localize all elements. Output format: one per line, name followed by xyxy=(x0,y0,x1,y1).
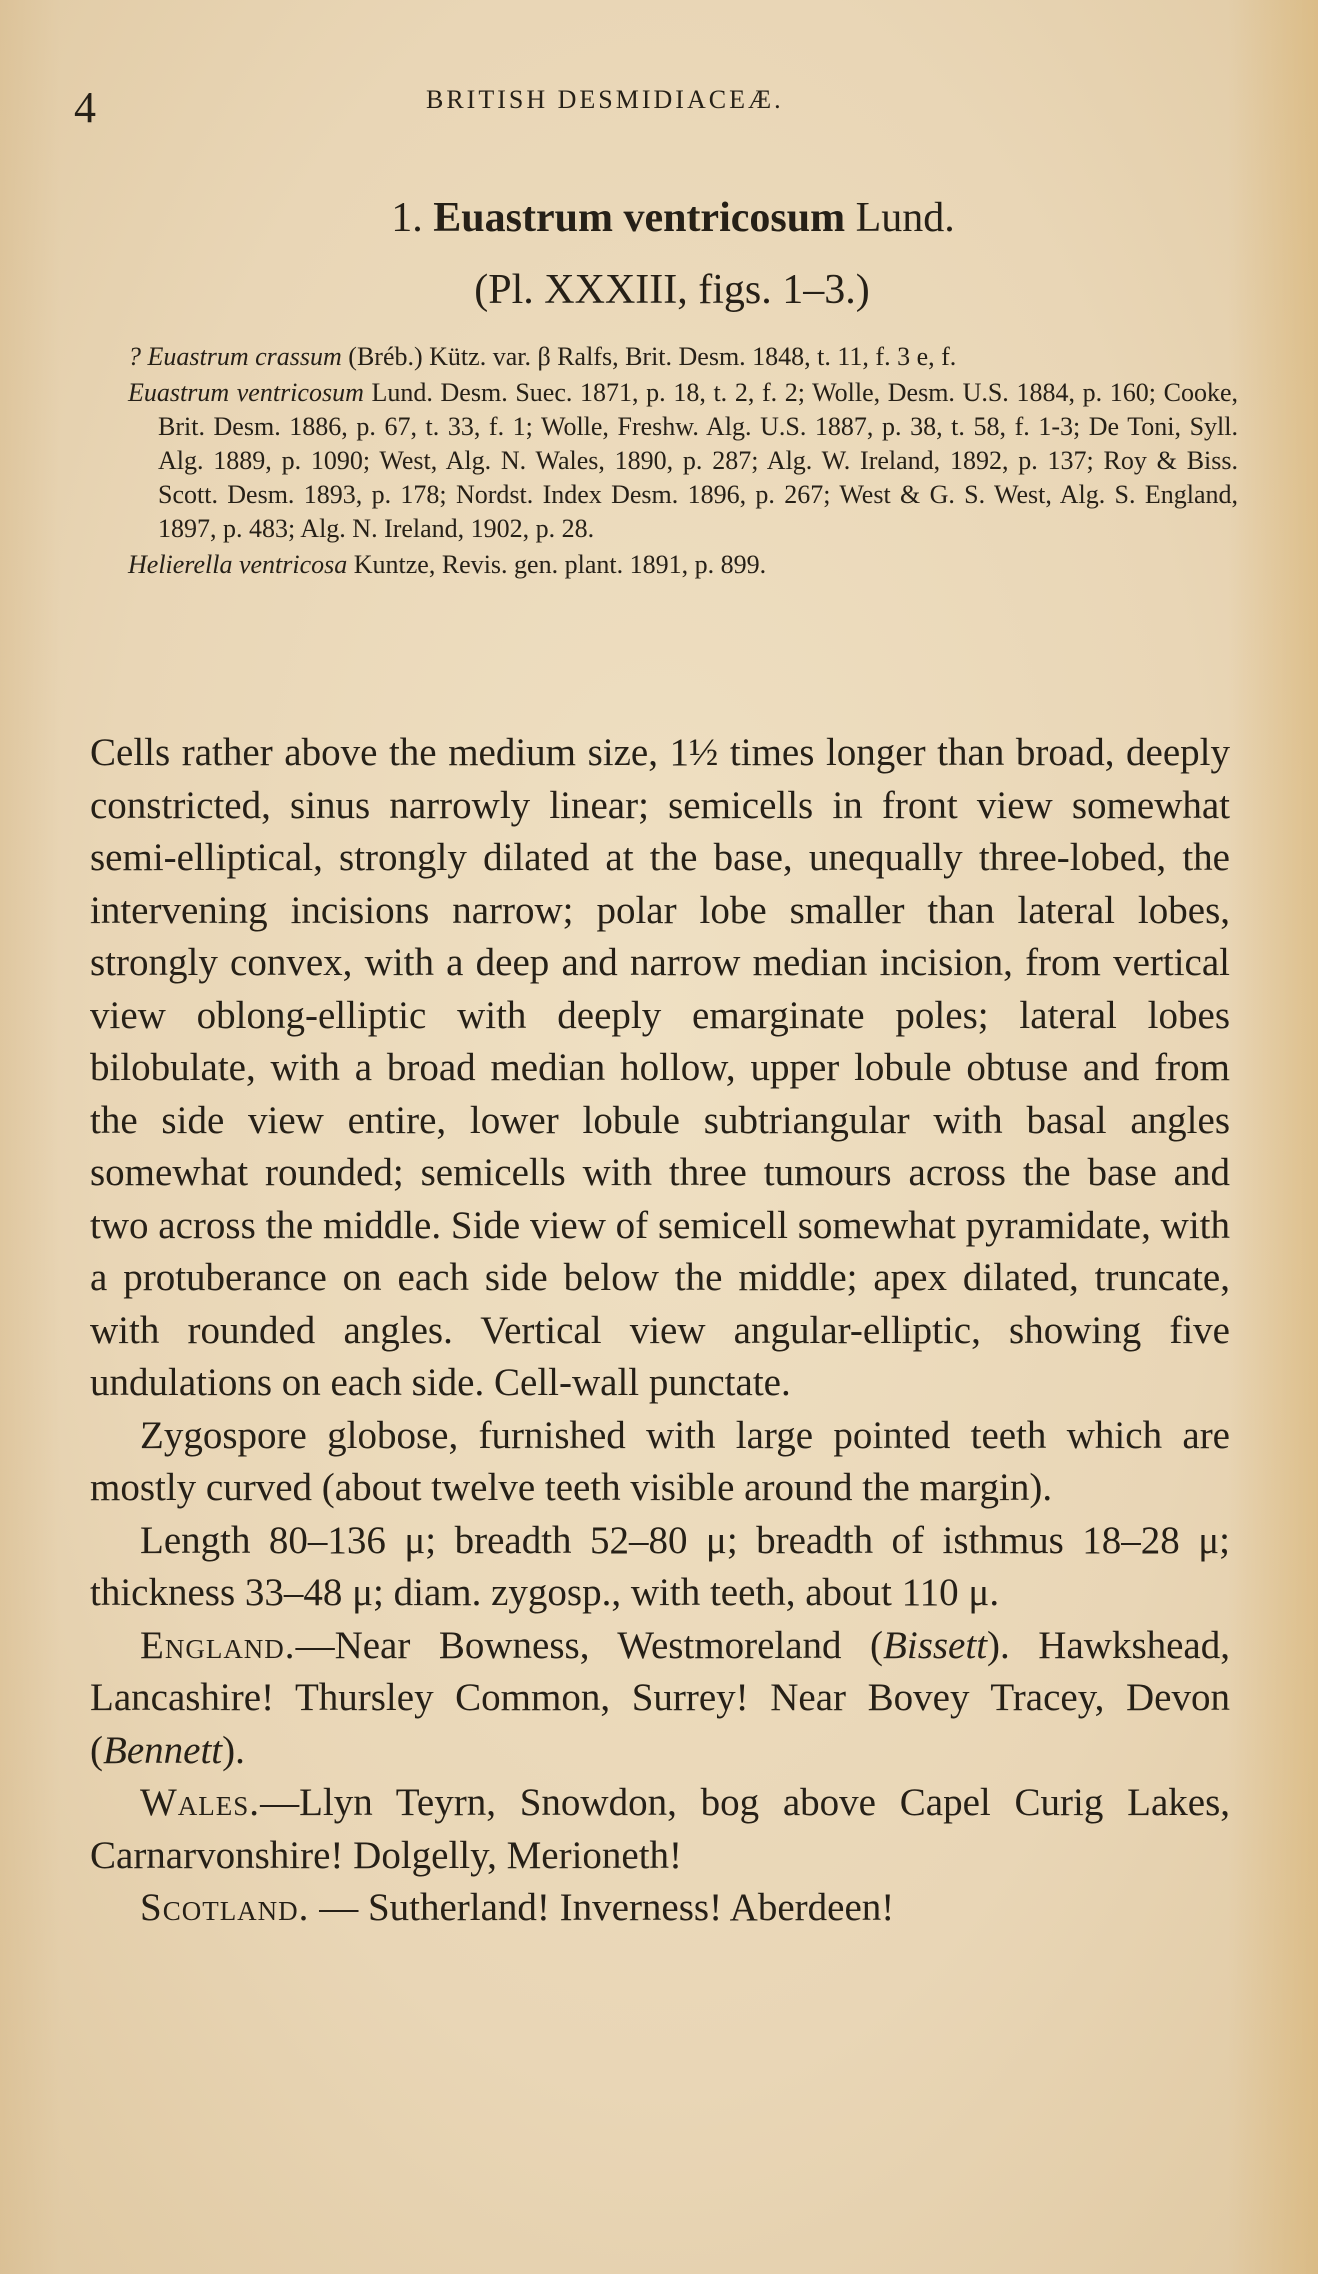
species-name: Euastrum ventricosum xyxy=(433,195,846,241)
species-heading xyxy=(100,190,1218,318)
locality-england: England.—Near Bowness, Westmoreland (Bissett). Hawkshead, Lancashire! Thursley Common, Surrey! Near Bovey Tracey, Devon (Bennett). xyxy=(90,1623,1230,1772)
running-head: BRITISH DESMIDIACEÆ. xyxy=(426,85,784,114)
synonym-taxon: Helierella ventricosa xyxy=(128,550,348,579)
plate-reference: (Pl. XXXIII, figs. 1–3.) xyxy=(474,267,870,313)
synonym-entry xyxy=(128,340,1238,374)
collector-name: Bennett xyxy=(103,1728,223,1772)
species-author: Lund. xyxy=(855,195,955,241)
page-number: 4 xyxy=(74,83,96,132)
description-cells: Cells rather above the medium size, 1½ times longer than broad, deeply constricted, sinus narrowly linear; semicells in front view somewhat semi-elliptical, strongly dilated at the base, unequally three-lobed, the intervening incisions narrow; polar lobe smaller than lateral lobes, strongly convex, with a deep and narrow median incision, from vertical view oblong-elliptic with deeply emarginate poles; lateral lobes bilobulate, with a broad median hollow, upper lobule obtuse and from the side view entire, lower lobule subtriangular with basal angles somewhat rounded; semicells with three tumours across the base and two across the middle. Side view of semicell somewhat pyramidate, with a protuberance on each side below the middle; apex dilated, truncate, with rounded angles. Vertical view angular-elliptic, showing five undulations on each side. Cell-wall punctate. xyxy=(90,731,1230,1404)
synonym-taxon: ? Euastrum crassum xyxy=(128,342,342,371)
synonym-citation: (Bréb.) Kütz. var. β Ralfs, Brit. Desm. 1848, t. 11, f. 3 e, f. xyxy=(341,342,957,371)
locality-wales: Wales.—Llyn Teyrn, Snowdon, bog above Capel Curig Lakes, Carnarvonshire! Dolgelly, Merioneth! xyxy=(90,1781,1230,1877)
description-zygospore: Zygospore globose, furnished with large pointed teeth which are mostly curved (about twelve teeth visible around the margin). xyxy=(90,1413,1230,1509)
synonym-entry xyxy=(128,548,1238,582)
region-wales: Wales. xyxy=(140,1781,261,1824)
synonym-citation: Kuntze, Revis. gen. plant. 1891, p. 899. xyxy=(347,550,767,579)
description-dimensions: Length 80–136 μ; breadth 52–80 μ; breadth of isthmus 18–28 μ; thickness 33–48 μ; diam. zygosp., with teeth, about 110 μ. xyxy=(90,1518,1230,1614)
page-header xyxy=(0,72,1318,132)
region-scotland: Scotland. xyxy=(140,1886,310,1929)
region-england: England. xyxy=(140,1623,296,1667)
species-title xyxy=(100,190,1218,246)
locality-scotland: Scotland. — Sutherland! Inverness! Aberdeen! xyxy=(140,1886,895,1929)
synonym-taxon: Euastrum ventricosum xyxy=(128,378,364,407)
synonym-citation: Lund. Desm. Suec. 1871, p. 18, t. 2, f. 2; Wolle, Desm. U.S. 1884, p. 160; Cooke, Brit. Desm. 1886, p. 67, t. 33, f. 1; Wolle, Freshw. Alg. U.S. 1887, p. 38, t. 58, f. 1-3; De Toni, Syll. Alg. 1889, p. 1090; West, Alg. N. Wales, 1890, p. 287; Alg. W. Ireland, 1892, p. 137; Roy & Biss. Scott. Desm. 1893, p. 178; Nordst. Index Desm. 1896, p. 267; West & G. S. West, Alg. S. England, 1897, p. 483; Alg. N. Ireland, 1902, p. 28. xyxy=(158,378,1238,543)
species-description xyxy=(90,727,1230,1935)
species-number: 1. xyxy=(391,195,423,241)
synonym-entry xyxy=(128,376,1238,546)
collector-name: Bissett xyxy=(883,1623,988,1667)
synonymy-list xyxy=(128,340,1238,582)
